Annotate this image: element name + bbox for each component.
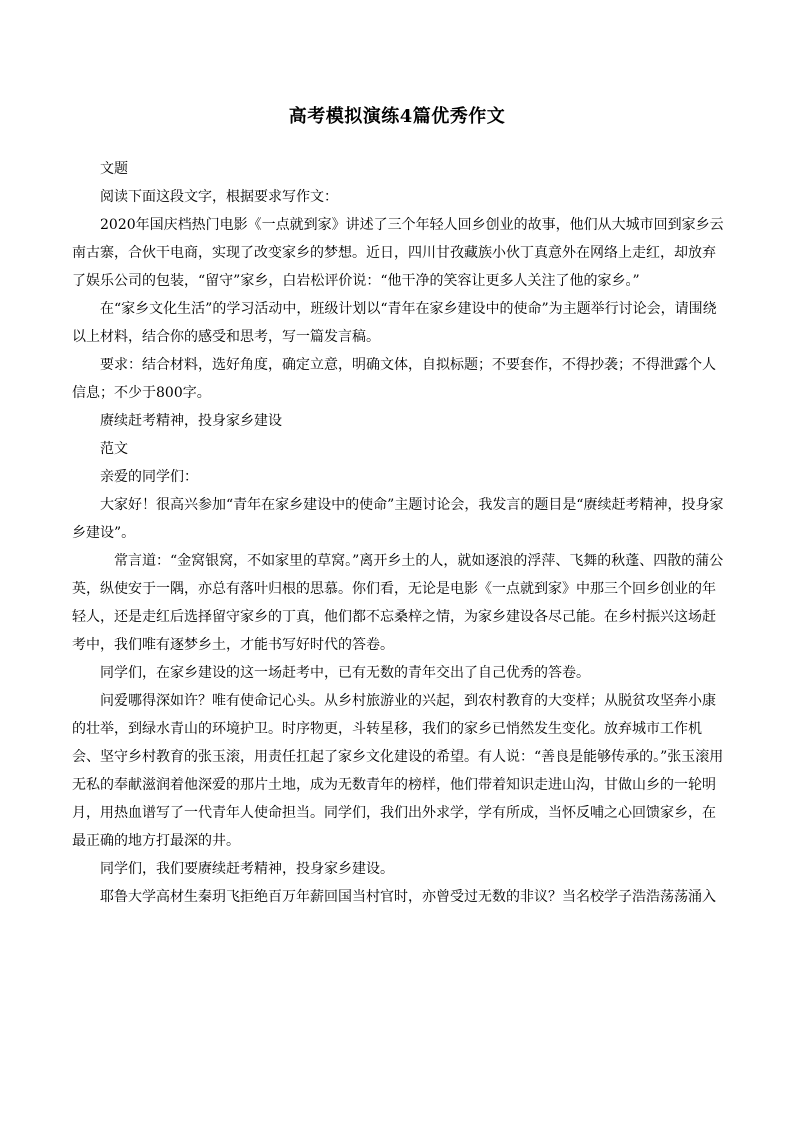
document-title: 高考模拟演练4篇优秀作文 [288, 106, 506, 127]
paragraph-greeting: 亲爱的同学们： [100, 469, 198, 485]
paragraph-body-2: 同学们，在家乡建设的这一场赶考中，已有无数的青年交出了自己优秀的答卷。 [100, 665, 590, 681]
paragraph-material-1: 2020年国庆档热门电影《一点就到家》讲述了三个年轻人回乡创业的故事，他们从大城市回到家乡云南古寨，合伙干电商，实现了改变家乡的梦想。近日，四川甘孜藏族小伙丁真意外在网络上走红，却放弃了娱乐公司的包装，“留守”家乡，白岩松评价说：“他干净的笑容让更多人关注了他的家乡。” [72, 217, 724, 289]
paragraph-requirements: 要求：结合材料，选好角度，确定立意，明确文体，自拟标题；不要套作，不得抄袭；不得泄露个人信息；不少于800字。 [72, 357, 716, 401]
essay-title: 赓续赶考精神，投身家乡建设 [100, 413, 282, 429]
paragraph-prompt-heading: 文题 [100, 161, 128, 177]
paragraph-body-5: 耶鲁大学高材生秦玥飞拒绝百万年薪回国当村官时，亦曾受过无数的非议？当名校学子浩浩荡荡涌入 [100, 889, 716, 905]
paragraph-body-3: 问爱哪得深如许？唯有使命记心头。从乡村旅游业的兴起，到农村教育的大变样；从脱贫攻坚奔小康的壮举，到绿水青山的环境护卫。时序物更，斗转星移，我们的家乡已悄然发生变化。放弃城市工作机会、坚守乡村教育的张玉滚，用责任扛起了家乡文化建设的希望。有人说：“善良是能够传承的。”张玉滚用无私的奉献滋润着他深爱的那片土地，成为无数青年的榜样，他们带着知识走进山沟，甘做山乡的一轮明月，用热血谱写了一代青年人使命担当。同学们，我们出外求学，学有所成，当怀反哺之心回馈家乡，在最正确的地方打最深的井。 [72, 693, 724, 849]
paragraph-opening: 大家好！很高兴参加“青年在家乡建设中的使命”主题讨论会，我发言的题目是“赓续赶考精神，投身家乡建设”。 [72, 497, 724, 541]
paragraph-material-2: 在“家乡文化生活”的学习活动中，班级计划以“青年在家乡建设中的使命”为主题举行讨论会，请围绕以上材料，结合你的感受和思考，写一篇发言稿。 [72, 301, 717, 345]
paragraph-instruction: 阅读下面这段文字，根据要求写作文： [100, 189, 338, 205]
paragraph-body-1: 常言道：“金窝银窝，不如家里的草窝。”离开乡土的人，就如逐浪的浮萍、飞舞的秋蓬、四散的蒲公英，纵使安于一隅，亦总有落叶归根的思慕。你们看，无论是电影《一点就到家》中那三个回乡创业的年轻人，还是走红后选择留守家乡的丁真，他们都不忘桑梓之情，为家乡建设各尽己能。在乡村振兴这场赶考中，我们唯有逐梦乡土，才能书写好时代的答卷。 [72, 553, 724, 653]
paragraph-body-4: 同学们，我们要赓续赶考精神，投身家乡建设。 [100, 861, 394, 877]
document-body [72, 155, 724, 911]
paragraph-sample-heading: 范文 [100, 441, 128, 457]
